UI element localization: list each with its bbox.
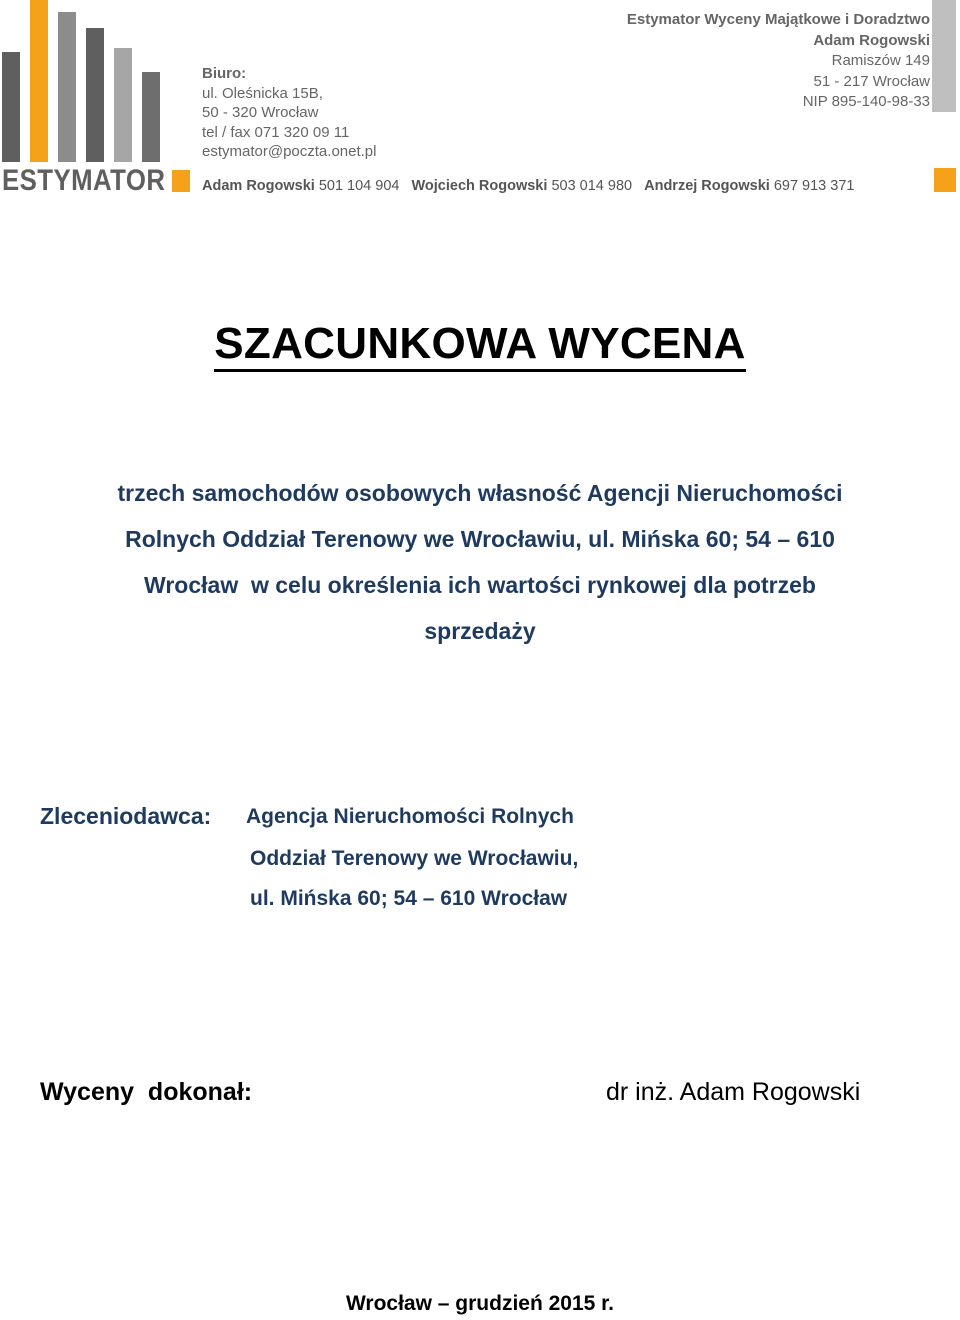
header-orange-square bbox=[934, 168, 956, 192]
office-city: 50 - 320 Wrocław bbox=[202, 104, 319, 121]
contact-phone: 501 104 904 bbox=[318, 178, 400, 194]
client-line: Oddział Terenowy we Wrocławiu, bbox=[250, 847, 579, 870]
contact-name: Wojciech Rogowski bbox=[411, 178, 548, 194]
subject-line: sprzedaży bbox=[424, 618, 536, 644]
logo-bar bbox=[30, 0, 48, 162]
place-and-date: Wrocław – grudzień 2015 r. bbox=[345, 1292, 615, 1315]
valuer-name: dr inż. Adam Rogowski bbox=[606, 1078, 861, 1106]
brand-name: ESTYMATOR bbox=[2, 164, 166, 197]
office-title: Biuro: bbox=[202, 65, 247, 82]
subject-line: Wrocław w celu określenia ich wartości rynkowej dla potrzeb bbox=[144, 572, 816, 598]
client-label: Zleceniodawca: bbox=[40, 803, 212, 829]
estymator-logo-bars bbox=[0, 0, 170, 162]
company-city: 51 - 217 Wrocław bbox=[813, 72, 930, 90]
subject-line: Rolnych Oddział Terenowy we Wrocławiu, ul. Mińska 60; 54 – 610 bbox=[125, 526, 835, 552]
office-email: estymator@poczta.onet.pl bbox=[202, 143, 377, 160]
logo-bar bbox=[86, 28, 104, 162]
contact-name: Adam Rogowski bbox=[202, 178, 315, 194]
company-owner: Adam Rogowski bbox=[813, 31, 930, 49]
contact-name: Andrzej Rogowski bbox=[644, 178, 770, 194]
brand-accent-square bbox=[172, 170, 190, 192]
client-line: ul. Mińska 60; 54 – 610 Wrocław bbox=[250, 887, 568, 910]
subject-line: trzech samochodów osobowych własność Agencji Nieruchomości bbox=[117, 480, 843, 506]
contact-phone: 503 014 980 bbox=[551, 178, 633, 194]
logo-bar bbox=[2, 52, 20, 162]
logo-bar bbox=[58, 12, 76, 162]
valuation-subject bbox=[40, 470, 920, 654]
document-title: SZACUNKOWA WYCENA bbox=[214, 319, 745, 372]
letterhead bbox=[0, 0, 960, 200]
office-street: ul. Oleśnicka 15B, bbox=[202, 84, 323, 102]
contact-phones bbox=[202, 176, 862, 196]
company-nip: NIP 895-140-98-33 bbox=[802, 93, 930, 110]
company-street: Ramiszów 149 bbox=[831, 52, 930, 69]
contact-phone: 697 913 371 bbox=[773, 178, 855, 194]
office-address bbox=[202, 64, 376, 162]
office-phone: tel / fax 071 320 09 11 bbox=[202, 123, 350, 141]
valuer-label: Wyceny dokonał: bbox=[40, 1078, 253, 1106]
logo-bar bbox=[142, 72, 160, 162]
company-address bbox=[627, 10, 930, 113]
logo-bar bbox=[114, 48, 132, 162]
client-line: Agencja Nieruchomości Rolnych bbox=[246, 805, 574, 828]
document-title-row bbox=[0, 316, 960, 382]
company-name: Estymator Wyceny Majątkowe i Doradztwo bbox=[626, 11, 930, 28]
header-gray-bar bbox=[932, 0, 956, 112]
